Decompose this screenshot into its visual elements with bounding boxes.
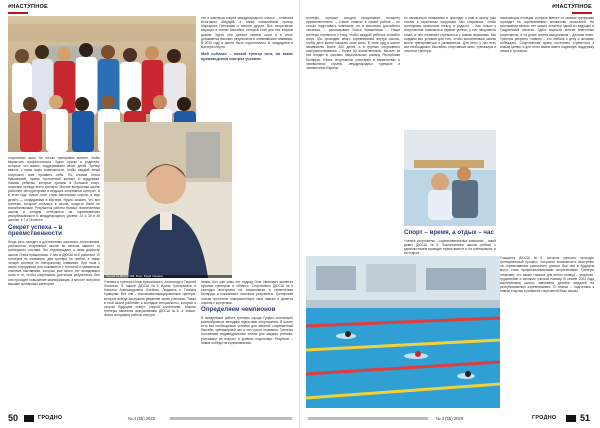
left-col-a2-para: Когда речь заходит о достижениях школьных спортсменов, успешность спортивной школы во многом зависит от тренерского состава. Это подтверждает и сама директор школы Ольга Кувшинская. У нее в ДЮСШ №5 работают 10 тренеров по плаванию, два тренера по грэбле, а также четыре тренера по синхронному плаванию. При этом о своих сотрудниках она отзывается с теплотой и уважением: опытные наставники, которые уже много лет вкладывают силы в то, чтобы спортсмены достигали результатов. Все они проходят повышение квалификации, а многие получили высшие тренерские категории. xyxy=(8,240,100,286)
left-footer-issue: № 4 (55) 2020 xyxy=(128,416,156,421)
left-col-b-top-para: тов и мастеров спорта международного класса – пловчиха Анастасия Шкурдай, а также олимпийский призер Маргарита Гречанова и многие другие. Все спортсмены выросли в стенах бассейна, который стал для них вторым домом. Здесь они делают первые шаги и в итоге добиваются высоких результатов в олимпийском плавании. В 2020 году в школе было подготовлено 11 кандидатов в мастера спорта. xyxy=(201,16,293,50)
right-col-c-bot-para: Учащиеся ДЮСШ №5, которые успешно проходят тренировочный процесс, получают возможность выступать на соревнованиях различного уровня. Все они в будущем могут стать профессиональными спортсменами. Тренеры отмечают, что самое главное для юного пловца – упорство, трудолюбие и желание учиться новому. В сезоне 2020 года воспитанники школы завоевали десятки медалей на республиканских соревнованиях. В планах – подготовка к новым стартам и развитие спортивной базы школы. xyxy=(500,256,594,294)
left-footer-rule xyxy=(170,417,292,420)
pool-lanes-photo xyxy=(306,256,500,408)
right-footer xyxy=(300,413,600,426)
right-col-c-top-para: начинающих пловцов, которые вместе со своими тренерами проходят на соревнованиях множество испытаний. На протяжении многих лет школа остается одной из ведущих в Гродненской области. Здесь выросли многие известные спортсмены, а на доске почета выпускников – десятки имен. Тренеры уверены: главное – это любовь к делу и желание побеждать. Спортсменам нужно постоянно стремиться к новым целям, а для этого важно иметь надежную поддержку семьи и тренеров. xyxy=(500,16,594,54)
left-col-c-mid-para: линии. Вот уже семь лет подряд Олег Иванович является лучшим тренером в области. Спортсмены ДЮСШ №5 ежегодно выступают на чемпионатах и первенствах Беларуси и показывают отличные результаты. Тренерский состав постоянно совершенствует свои навыки и делится опытом с коллегами. xyxy=(201,280,293,305)
right-section-bar xyxy=(572,12,592,14)
left-col-c-bot-para: В ежедневной работе тренеры города Гродно используют разнообразные методики подготовки спортсменов. В школе есть все необходимые условия для занятий: современный бассейн, тренажерный зал и зал сухого плавания. Тренеры составляют индивидуальные планы для каждого ученика, учитывают их возраст и уровень подготовки. Результат – новые победы на соревнованиях. xyxy=(201,315,293,345)
left-footer-brand: ГРОДНО xyxy=(38,415,63,421)
left-col-a-para: спортивных школ. Не только тренировок хватает, чтобы вырастить профессионала. Здесь нужны и родители, которые, что важно, поддерживают своих детей. Тренер вместе с ними ищет возможности, чтобы каждый юный спортсмен смог проявить себя. По словам Ольги Кувшинской, нужны постоянный контакт и поддержка. Нашим ребятам, которые пришли в большой спорт, помогают прежде всего тренеры. Многие выпускники школы работают инструкторами в ведущих спортивных центрах. А в этом году только трое стали мастерами спорта, а еще десять — кандидатами в мастера. Нужно сказать, что все тренеры, которые остались в школе, когда-то были ее воспитанниками. Результаты работы налицо: воспитанники школы и сегодня отличаются на соревнованиях республиканского и международного уровня: 24 и 39 в 45 школах, в 7 и 16 места. xyxy=(8,156,100,223)
right-column-c2 xyxy=(500,256,594,409)
subhead-define-champions: Определяем чемпионов xyxy=(201,305,276,313)
right-footer-brand: ГРОДНО xyxy=(532,415,557,421)
left-column-top-text xyxy=(201,16,293,120)
right-footer-bar xyxy=(566,415,576,422)
right-footer-rule xyxy=(308,417,428,420)
right-col-b2-para: Ученые спортсмены – соревновательные компании – такой девиз ДЮСШ №5. Воспитанники школы ребята с удовольствием проводят время вместе и на тренировках, и на отдыхе. xyxy=(404,238,496,256)
right-column-a xyxy=(306,16,400,252)
right-page xyxy=(300,0,600,428)
right-col-b-para: по заниматься плаванием и приходят к нам в школу, уже готовы к серьезным нагрузкам. Мы стараемся, чтобы тренировки приносили пользу и радость. – Как только у спортсменов появляются первые успехи, у них загораются глаза, и они начинают стремиться к новым вершинам. Мы создаем все условия для того, чтобы воспитанники школы могли тренироваться и развиваться. Для этого у нас есть все необходимое: бассейны, спортивные залы, тренажеры и опытные тренеры. xyxy=(404,16,496,54)
left-footer-bar xyxy=(24,415,34,422)
left-section-label: #НАСТУПНОЕ xyxy=(8,4,48,10)
left-page-number: 50 xyxy=(8,413,19,423)
subhead-sport-time: Спорт – время, а отдых – час xyxy=(404,229,494,236)
subhead-secret-success: Секрет успеха – в преемственности xyxy=(8,223,63,238)
right-footer-issue: № 4 (55) 2020 xyxy=(436,416,464,421)
right-page-number: 51 xyxy=(580,413,591,423)
left-footer xyxy=(0,413,300,426)
right-col-a-para: тренеры, которые сегодня продолжают эстафету преемственности. – Самое главное в нашей работе – не только подготовить чемпиона, но и воспитать достойного человека, – рассказывает Ольга Кувшинская. – Наши тренеры стремятся к тому, чтобы каждый ребенок полюбил спорт. Мы проводим много соревнований внутри школы, чтобы дети могли показать свои силы. В этом году в школе занимаются более 600 детей, а в группах спортивного совершенствования – более 50 воспитанников. Многие из них входят в составы национальных команд Республики Беларусь. Юные спортсмены участвуют в первенствах и чемпионатах страны, международных турнирах и чемпионатах Европы. xyxy=(306,16,400,70)
left-section-bar xyxy=(8,12,28,14)
photo-caption: Сергей из ДЮСШ №5. Фото: Юрий Сакович. xyxy=(104,275,232,278)
left-column-c xyxy=(201,280,293,409)
left-col-b-mid-para: Ученика и тренера Игорь Кувшинского, Александр и Георгий Лопатько. В нашей ДЮСШ №5 Ирина Григорьевна и Наталья Александровна Олейник, Людмила и Татьяна Кравцова. Все они – высококвалифицированные тренеры, которые всегда заслужили уважение своих учеников. Также в этой школе работают и молодые специалисты, которые в скором будущем станут опорой коллектива. Многие тренеры являются выпускниками ДЮСШ №5, а значит, знают специфику работы изнутри. xyxy=(104,280,196,318)
swimmer-kid-photo xyxy=(404,130,496,226)
right-column-b xyxy=(404,16,496,128)
coach-portrait-photo xyxy=(104,122,232,278)
pull-quote: Мой соблазн – новый тренер того, на какие произведения смотрят ученики. xyxy=(201,52,293,61)
left-column-a xyxy=(8,156,100,409)
right-column-c xyxy=(500,16,594,252)
right-section-label: #НАСТУПНОЕ xyxy=(552,4,592,10)
left-column-b xyxy=(104,280,196,409)
